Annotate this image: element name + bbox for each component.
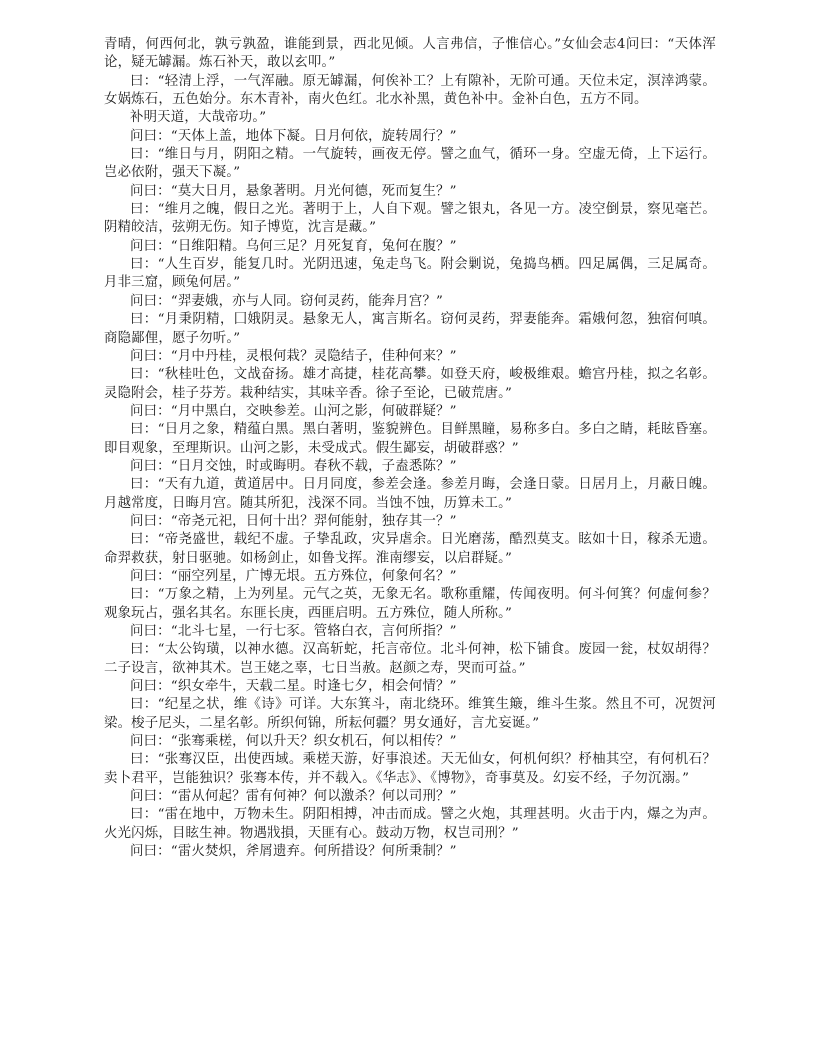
paragraph: 问曰：“帝尧元祀，日何十出？羿何能射，独存其一？” [130,513,457,529]
paragraph: 问曰：“天体上盖，地体下凝。日月何依，旋转周行？” [130,128,457,144]
paragraph: 问曰：“张骞乘槎，何以升天？织女机石，何以相传？” [130,734,457,750]
paragraph: 问曰：“月中黑白，交映参差。山河之影，何破群疑？” [130,403,457,419]
paragraph: 问曰：“羿妻娥，亦与人同。窃何灵药，能奔月宫？” [130,293,444,309]
paragraph: 问曰：“北斗七星，一行七豕。管辂白衣，言何所指？” [130,624,457,639]
paragraph: 问曰：“月中丹桂，灵根何栽？灵隐结子，佳种何来？” [130,348,457,364]
paragraph: 曰：“雷在地中，万物未生。阴阳相搏，冲击而成。譬之火炮，其理甚明。火击于内，爆之为声。火光闪烁，目眩生神。物遇戕損，天匪有心。鼓动万物，权岂司刑？” [104,807,716,841]
paragraph: 曰：“万象之精，上为列星。元气之英，无象无名。歌称重耀，传闻夜明。何斗何箕？何虚何参？观象玩占，强名其名。东匪长庚，西匪启明。五方殊位，随人所称。” [104,587,716,621]
paragraph: 问曰：“丽空列星，广博无垠。五方殊位，何象何名？” [130,568,457,584]
paragraph: 曰：“纪星之状，维《诗》可详。大东箕斗，南北绕环。维箕生簸，维斗生浆。然且不可，况贺河梁。梭子尼头，二星名彰。所织何锦，所耘何疆？男女通好，言尤妄诞。” [104,697,716,731]
paragraph: 曰：“人生百岁，能复几时。光阴迅速，兔走鸟飞。附会剿说，兔捣鸟栖。四足属偶，三足属奇。月非三窟，顾兔何居。” [104,257,716,291]
paragraph: 曰：“日月之象，精蕴白黑。黑白著明，鉴貌辨色。目鲜黑瞳，易称多白。多白之睛，耗眩昏塞。即目观象，至理斯识。山河之影，未受成式。假生鄙妄，胡破群惑？” [104,422,716,456]
paragraph: 问曰：“雷从何起？雷有何神？何以激杀？何以司刑？” [130,789,457,805]
paragraph: 曰：“维日与月，阴阳之精。一气旋转，画夜无停。譬之血气，循环一身。空虚无倚，上下运行。岂必依附，强天下凝。” [104,147,716,181]
paragraph: 问曰：“织女牵牛，天载二星。时逢七夕，相会何情？” [130,679,457,695]
paragraph: 青晴，何西何北，孰亏孰盈，谁能到景，西北见倾。人言弗信，子惟信心。”女仙会志4问曰：“天体浑论，疑无罅漏。炼石补天，敢以玄叩。” [104,37,716,71]
paragraph: 曰：“维月之魄，假日之光。著明于上，人自下观。譬之银丸，各见一方。凌空倒景，察见毫芒。阴精皎洁，弦朔无伤。知子博览，沈言是藏。” [104,202,716,236]
paragraph: 曰：“张骞汉臣，出使西域。乘槎天游，好事浪述。天无仙女，何机何织？杼柚其空，有何机石？卖卜君平，岂能独识？张骞本传，并不载入。《华志》、《博物》，奇事莫及。幻妄不经，子勿沉溺。” [104,752,716,786]
paragraph: 问曰：“日维阳精。乌何三足？月死复育，兔何在腹？” [130,238,457,254]
paragraph: 问曰：“日月交蚀，时或晦明。春秋不载，子盍悉陈？” [130,458,457,474]
paragraph: 问曰：“雷火焚炽，斧屑遗弃。何所措设？何所秉制？” [130,844,457,860]
paragraph: 曰：“太公钩璜，以神水德。汉高斩蛇，托言帝位。北斗何神，松下铺食。废园一瓮，杖奴胡得？二子设言，欲神其术。岂王姥之辜，七日当赦。赵颜之寿，哭而可益。” [104,642,716,676]
paragraph: 曰：“天有九道，黄道居中。日月同度，参差会逢。参差月晦，会逢日蒙。日居月上，月蔽日魄。月越常度，日晦月宫。随其所犯，浅深不同。当蚀不蚀，历算未工。” [104,477,716,511]
paragraph: 曰：“轻清上浮，一气浑融。原无罅漏，何俟补工？上有隙补，无阶可通。天位未定，溟涬鸿蒙。女娲炼石，五色始分。东木青补，南火色红。北水补黑，黄色补中。金补白色，五方不同。 [104,73,716,108]
document-page [104,36,716,861]
paragraph: 曰：“月秉阴精，囗娥阴灵。悬象无人，寓言斯名。窃何灵药，羿妻能奔。霜娥何忽，独宿何嗔。商隐鄙俚，愿子勿听。” [104,312,716,346]
paragraph: 问曰：“莫大日月，悬象著明。月光何德，死而复生？” [130,183,457,199]
paragraph: 曰：“帝尧盛世，载纪不虚。子挚乱政，灾异虐余。日光磨荡，酷烈莫支。眩如十日，稼杀无遗。命羿救获，射日驱驰。如杨剑止，如鲁戈挥。淮南缪妄，以启群疑。” [104,532,716,566]
paragraph: 补明天道，大哉帝功。” [130,110,267,126]
paragraph: 曰：“秋桂吐色，文战奋扬。雄才高捷，桂花高攀。如登天府，峻极维艰。蟾宫丹桂，拟之名彰。灵隐附会，桂子芬芳。栽种结实，其味辛香。徐子至论，已破荒唐。” [104,367,716,401]
